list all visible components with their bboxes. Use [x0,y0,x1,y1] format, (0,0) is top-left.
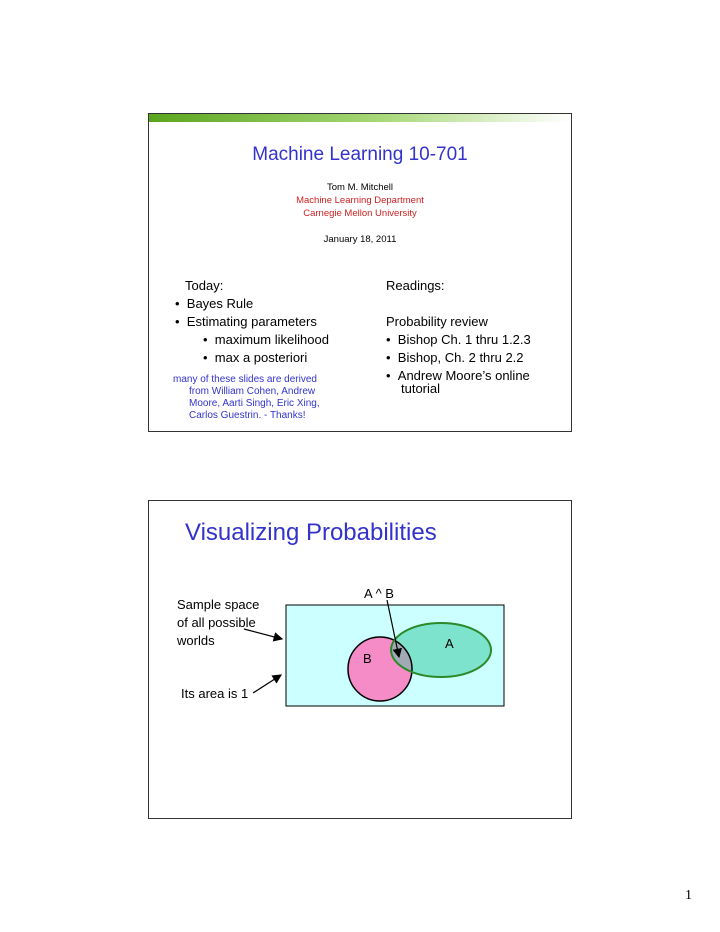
readings-subheading: Probability review [386,314,488,329]
acknowledgement-line: many of these slides are derived [173,374,317,385]
today-item: • Bayes Rule [175,296,254,311]
intersection-label: A ^ B [364,586,394,601]
set-a-label: A [445,636,454,651]
university-name: Carnegie Mellon University [303,208,417,219]
reading-item: • Bishop, Ch. 2 thru 2.2 [386,350,524,365]
sample-space-label: of all possible [177,615,256,630]
slide-2 [148,500,572,819]
venn-diagram [149,501,571,818]
acknowledgement-line: Moore, Aarti Singh, Eric Xing, [189,398,320,409]
area-label: Its area is 1 [181,686,249,701]
reading-item-continuation: tutorial [401,381,441,396]
sample-space-label: Sample space [177,597,260,612]
slide-top-bar [149,114,571,122]
today-heading: Today: [185,278,224,293]
slide-title: Machine Learning 10-701 [252,144,468,165]
today-subitem: • maximum likelihood [203,332,329,347]
sample-space-label: worlds [177,633,215,648]
page-number: 1 [685,888,692,903]
today-subitem: • max a posteriori [203,350,308,365]
readings-heading: Readings: [386,278,445,293]
reading-item: • Andrew Moore’s online [386,368,530,383]
slide-1 [148,113,572,432]
reading-item: • Bishop Ch. 1 thru 1.2.3 [386,332,531,347]
department-name: Machine Learning Department [296,195,424,206]
set-b-label: B [363,651,372,666]
slide-title: Visualizing Probabilities [185,519,437,546]
today-item: • Estimating parameters [175,314,317,329]
lecture-date: January 18, 2011 [323,234,397,245]
area-arrow [253,675,281,693]
acknowledgement-line: from William Cohen, Andrew [189,386,316,397]
acknowledgement-line: Carlos Guestrin. - Thanks! [189,410,306,421]
author-name: Tom M. Mitchell [327,182,393,193]
